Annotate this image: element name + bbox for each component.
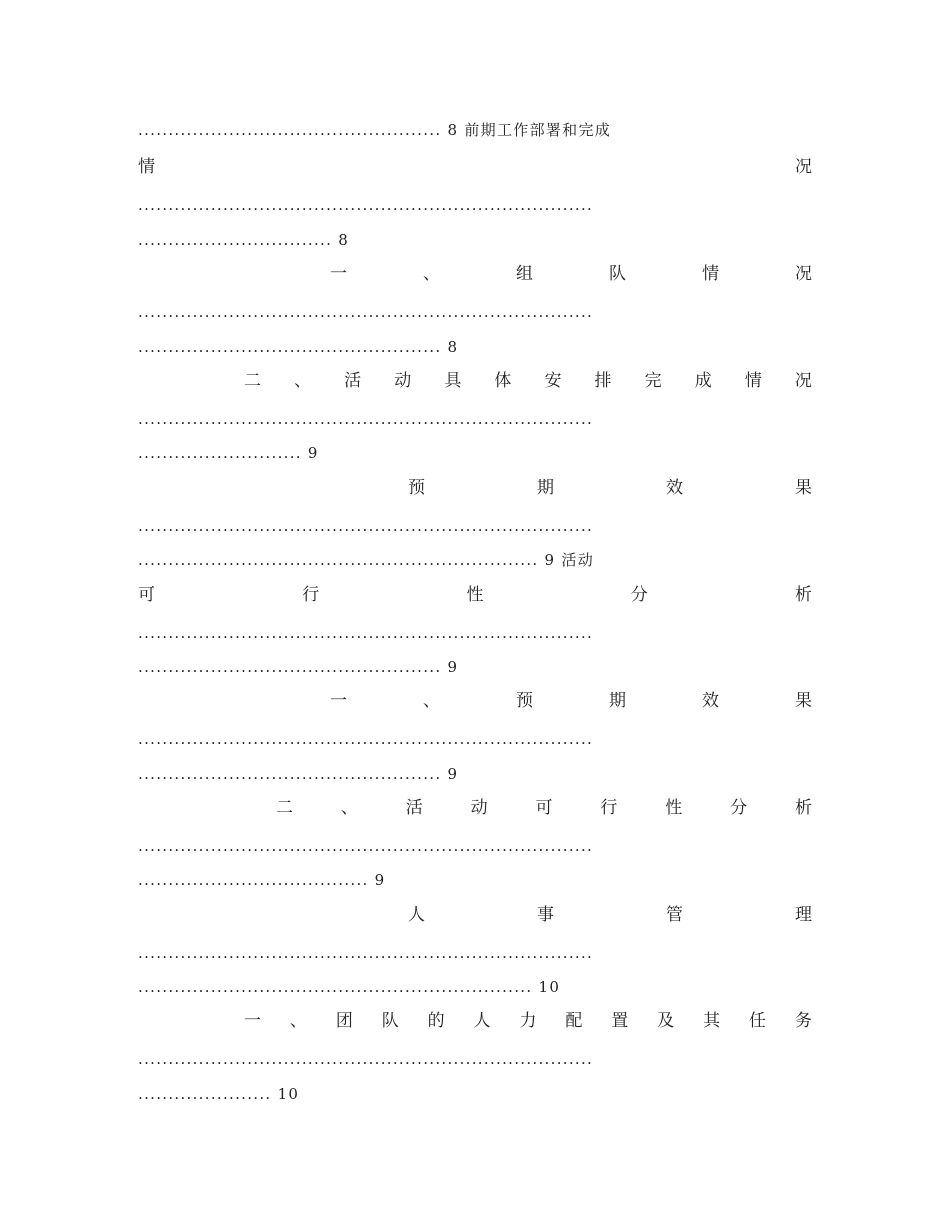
- toc-heading: [244, 1009, 812, 1033]
- toc-line: .................................................. 8 前期工作部署和完成: [138, 121, 612, 139]
- toc-char: 果: [795, 478, 812, 498]
- toc-char: 组: [516, 264, 533, 284]
- toc-char: 活: [344, 371, 362, 391]
- toc-line: ...................................... 9: [138, 871, 386, 889]
- toc-char: 务: [794, 1011, 812, 1031]
- toc-char: 、: [423, 264, 440, 284]
- toc-char: 置: [611, 1011, 629, 1031]
- toc-char: 性: [466, 585, 484, 605]
- toc-line: ...................... 10: [138, 1085, 300, 1103]
- toc-line: .................................................................. 9 活动: [138, 551, 595, 569]
- toc-char: 安: [544, 371, 562, 391]
- toc-dot-leader: ...........................................................................: [138, 196, 594, 214]
- toc-char: 其: [703, 1011, 721, 1031]
- toc-dot-leader: ...........................................................................: [138, 730, 594, 748]
- toc-dot-leader: ...........................................................................: [138, 517, 594, 535]
- toc-char: 、: [340, 798, 358, 818]
- toc-char: 果: [795, 691, 812, 711]
- toc-char: 一: [244, 1011, 261, 1031]
- toc-dot-leader: ...........................................................................: [138, 837, 594, 855]
- toc-line: ................................................................. 10: [138, 978, 561, 996]
- toc-char: 况: [795, 264, 812, 284]
- toc-char: 、: [289, 1011, 307, 1031]
- toc-char: 及: [657, 1011, 675, 1031]
- toc-char: 任: [748, 1011, 766, 1031]
- toc-char: 二: [276, 798, 293, 818]
- toc-heading: [276, 796, 812, 820]
- toc-heading: [244, 369, 812, 393]
- toc-char: 情: [138, 157, 155, 177]
- toc-char: 排: [594, 371, 612, 391]
- toc-line: .................................................. 9: [138, 765, 459, 783]
- toc-char: 动: [394, 371, 412, 391]
- toc-line-justified: [138, 155, 812, 179]
- toc-dot-leader: ...........................................................................: [138, 944, 594, 962]
- toc-char: 一: [330, 691, 347, 711]
- toc-char: 行: [302, 585, 320, 605]
- toc-char: 效: [666, 478, 683, 498]
- toc-char: 情: [744, 371, 762, 391]
- toc-dot-leader: ...........................................................................: [138, 303, 594, 321]
- toc-char: 可: [535, 798, 553, 818]
- toc-char: 分: [630, 585, 648, 605]
- toc-char: 事: [537, 905, 554, 925]
- toc-char: 况: [795, 157, 812, 177]
- toc-char: 预: [408, 478, 425, 498]
- toc-dot-leader: ...........................................................................: [138, 624, 594, 642]
- toc-char: 期: [537, 478, 554, 498]
- toc-char: 况: [794, 371, 812, 391]
- toc-char: 效: [702, 691, 719, 711]
- toc-char: 力: [519, 1011, 537, 1031]
- toc-char: 分: [730, 798, 748, 818]
- toc-heading: [408, 476, 812, 500]
- toc-char: 、: [294, 371, 312, 391]
- toc-heading: [330, 689, 812, 713]
- toc-char: 一: [330, 264, 347, 284]
- toc-char: 活: [405, 798, 423, 818]
- toc-char: 理: [795, 905, 812, 925]
- toc-char: 析: [795, 585, 812, 605]
- toc-char: 队: [381, 1011, 399, 1031]
- toc-char: 管: [666, 905, 683, 925]
- toc-line: ........................... 9: [138, 444, 319, 462]
- toc-char: 配: [565, 1011, 583, 1031]
- toc-char: 析: [795, 798, 812, 818]
- toc-line: ................................ 8: [138, 231, 350, 249]
- toc-char: 行: [600, 798, 618, 818]
- toc-char: 动: [470, 798, 488, 818]
- toc-dot-leader: ...........................................................................: [138, 1050, 594, 1068]
- toc-char: 具: [444, 371, 462, 391]
- toc-char: 人: [473, 1011, 491, 1031]
- toc-heading: [408, 903, 812, 927]
- toc-char: 的: [427, 1011, 445, 1031]
- toc-char: 人: [408, 905, 425, 925]
- toc-char: 情: [702, 264, 719, 284]
- toc-char: 成: [694, 371, 712, 391]
- toc-heading: [330, 262, 812, 286]
- toc-heading: [138, 583, 812, 607]
- toc-line: .................................................. 8: [138, 338, 459, 356]
- toc-char: 完: [644, 371, 662, 391]
- toc-char: 性: [665, 798, 683, 818]
- toc-dot-leader: ...........................................................................: [138, 410, 594, 428]
- toc-char: 团: [335, 1011, 353, 1031]
- toc-line: .................................................. 9: [138, 658, 459, 676]
- toc-char: 、: [423, 691, 440, 711]
- toc-char: 二: [244, 371, 261, 391]
- toc-char: 预: [516, 691, 533, 711]
- toc-char: 期: [609, 691, 626, 711]
- toc-char: 队: [609, 264, 626, 284]
- toc-char: 体: [494, 371, 512, 391]
- toc-char: 可: [138, 585, 155, 605]
